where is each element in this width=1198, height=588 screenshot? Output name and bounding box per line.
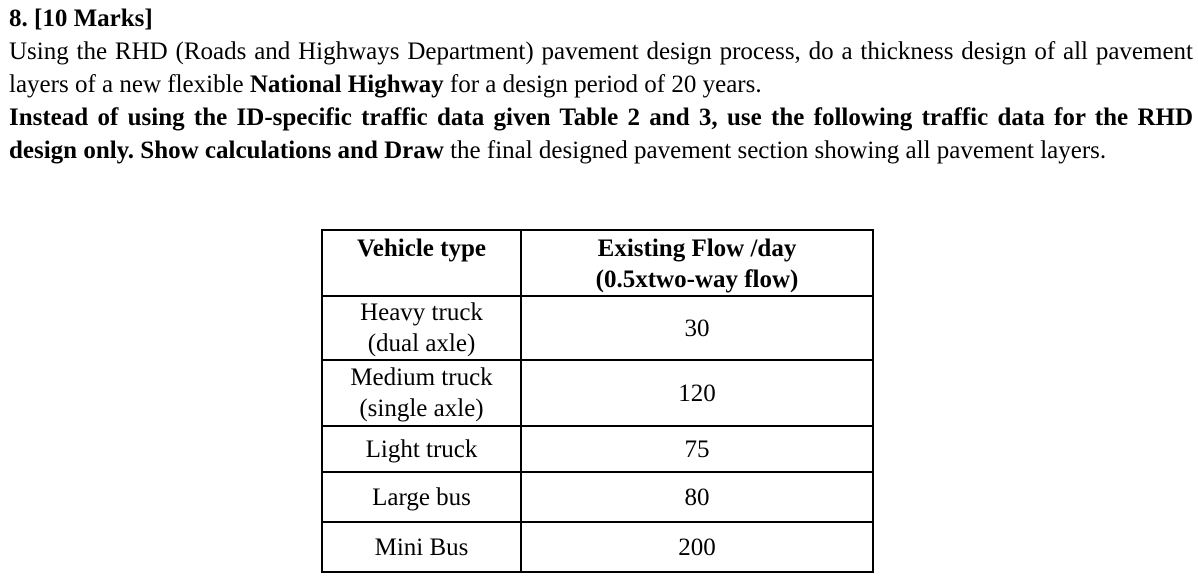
header-vehicle-type: Vehicle type [322,230,521,296]
flow-cell: 80 [521,472,873,522]
table-row [322,426,873,472]
para1-bold-national-highway: National Highway [249,71,444,98]
table-row [322,296,873,360]
traffic-data-table [321,229,874,573]
vehicle-cell: Heavy truck (dual axle) [322,296,521,360]
question-block [9,2,1193,167]
para1-text-a: Using the RHD (Roads and Highways Department) pavement design process, do a thickness design of all pavement layers of a new flexible [9,38,1193,98]
header-existing-flow [521,230,873,296]
table-header-row [322,230,873,296]
header-flow-line1: Existing Flow /day [597,235,797,262]
vehicle-cell: Mini Bus [322,522,521,572]
question-paragraph-2 [9,101,1193,167]
vehicle-cell: Large bus [322,472,521,522]
flow-cell: 200 [521,522,873,572]
table-row [322,522,873,572]
para1-text-c: for a design period of 20 years. [443,71,762,98]
vehicle-cell: Light truck [322,426,521,472]
question-number-marks: 8. [10 Marks] [9,5,153,32]
flow-cell: 120 [521,360,873,426]
table-row [322,472,873,522]
table-row [322,360,873,426]
para2-text-b: the final designed pavement section showing all pavement layers. [443,137,1107,164]
para2-bold-instruction: Instead of using the ID-specific traffic data given Table 2 and 3, use the following traffic data for the RHD design only. Show calculations and Draw [9,104,1193,164]
flow-cell: 30 [521,296,873,360]
question-paragraph-1 [9,35,1193,101]
vehicle-cell: Medium truck (single axle) [322,360,521,426]
header-flow-line2: (0.5xtwo-way flow) [595,266,799,293]
flow-cell: 75 [521,426,873,472]
